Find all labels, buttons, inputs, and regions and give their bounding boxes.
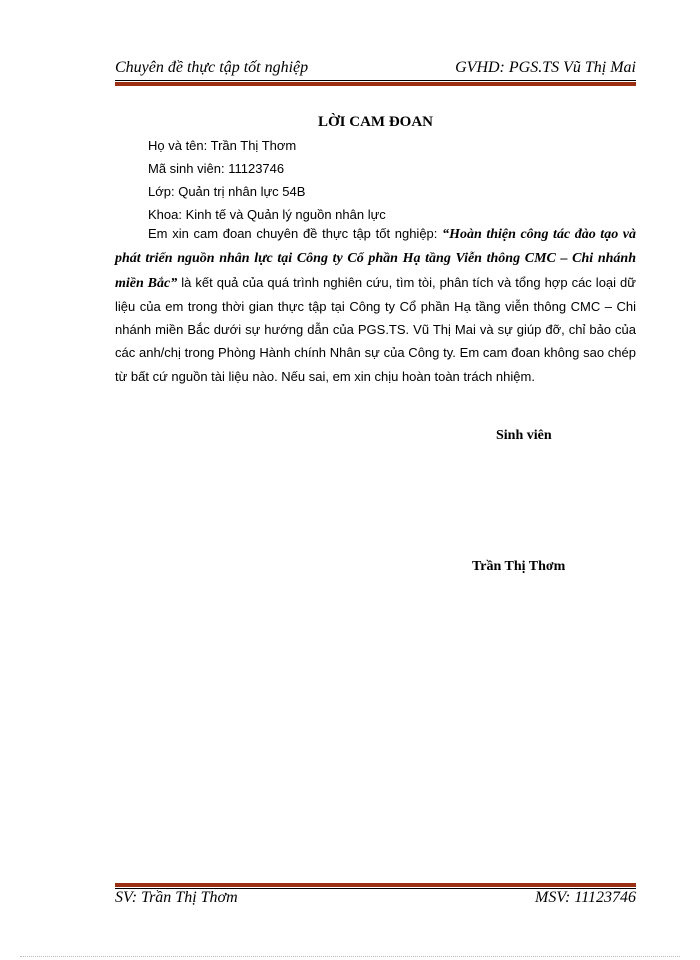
footer-right-text: MSV: 11123746 xyxy=(534,889,636,906)
page-bottom-dotted-border xyxy=(20,956,680,957)
page-footer xyxy=(115,889,636,911)
thesis-topic: “Hoàn thiện công tác đào tạo và phát triển nguồn nhân lực tại Công ty Cổ phần Hạ tầng Viễn thông CMC – Chi nhánh miền Bắc” xyxy=(115,227,636,291)
header-rule-thin xyxy=(115,80,636,81)
info-name: Họ và tên: Trần Thị Thơm xyxy=(148,138,297,153)
page-title: LỜI CAM ĐOAN xyxy=(318,114,433,130)
header-rule-thick xyxy=(115,82,636,86)
footer-left-text: SV: Trần Thị Thơm xyxy=(115,889,238,906)
info-student-id: Mã sinh viên: 11123746 xyxy=(148,161,285,176)
signature-role: Sinh viên xyxy=(496,428,552,443)
info-faculty: Khoa: Kinh tế và Quản lý nguồn nhân lực xyxy=(148,207,386,222)
declaration-rest: là kết quả của quá trình nghiên cứu, tìm tòi, phân tích và tổng hợp các loại dữ liệu của em trong thời gian thực tập tại Công ty Cổ phần Hạ tầng viễn thông CMC – Chi nhánh miền Bắc dưới sự hướng dẫn của PGS.TS. Vũ Thị Mai và sự giúp đỡ, chỉ bảo của các anh/chị trong Phòng Hành chính Nhân sự của Công ty. Em cam đoan không sao chép từ bất cứ nguồn tài liệu nào. Nếu sai, em xin chịu hoàn toàn trách nhiệm. xyxy=(115,274,636,384)
header-right-text: GVHD: PGS.TS Vũ Thị Mai xyxy=(455,59,636,76)
footer-rule-thick xyxy=(115,883,636,887)
declaration-lead: Em xin cam đoan chuyên đề thực tập tốt nghiệp: xyxy=(148,226,443,241)
header-left-text: Chuyên đề thực tập tốt nghiệp xyxy=(115,59,309,76)
info-class: Lớp: Quản trị nhân lực 54B xyxy=(148,184,306,199)
declaration-paragraph xyxy=(115,222,636,388)
page-header xyxy=(115,57,636,79)
signature-name: Trần Thị Thơm xyxy=(472,559,566,574)
